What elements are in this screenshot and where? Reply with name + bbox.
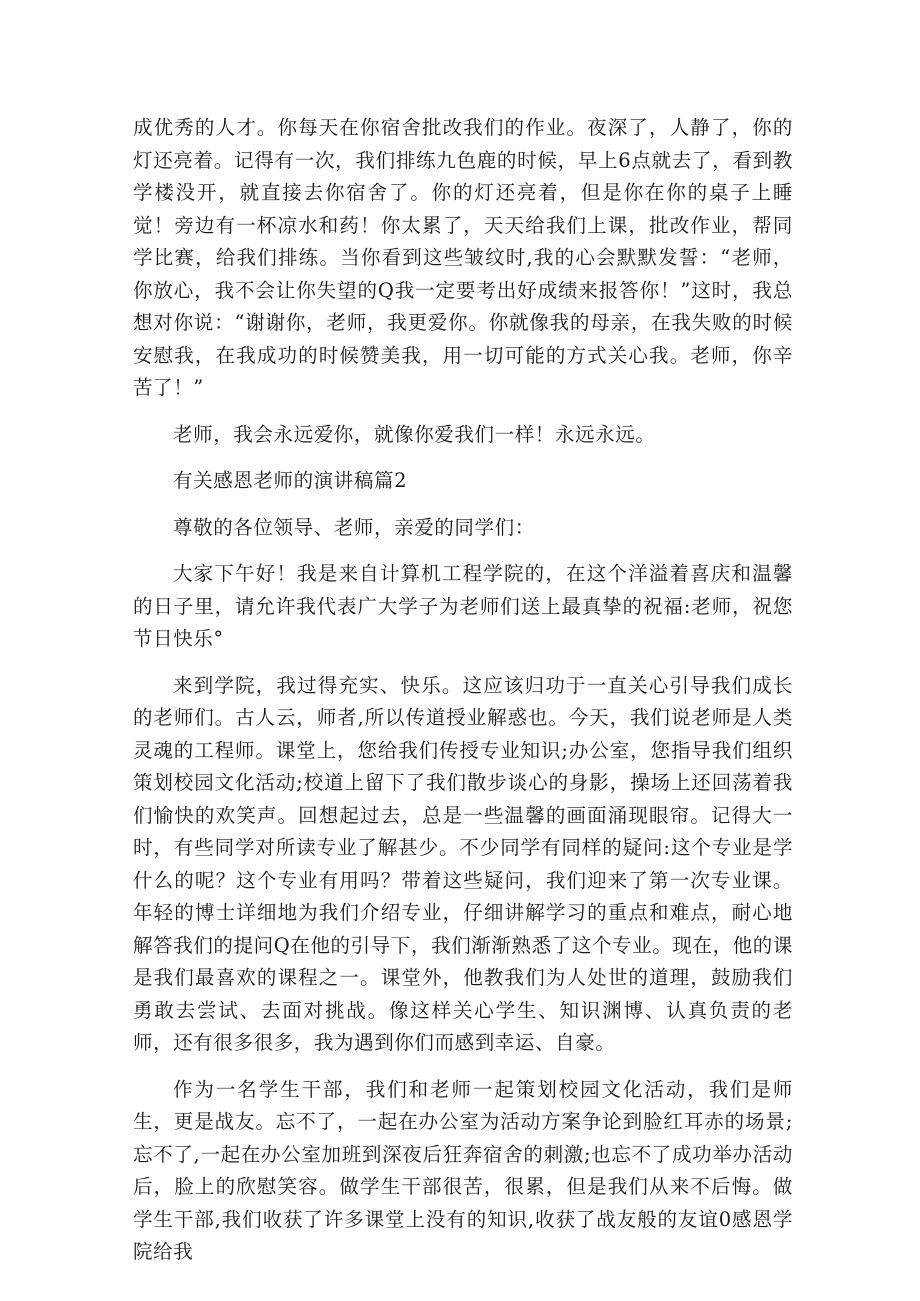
- paragraph-student-cadre: 作为一名学生干部，我们和老师一起策划校园文化活动，我们是师生，更是战友。忘不了，一起在办公室为活动方案争论到脸红耳赤的场景;忘不了,一起在办公室加班到深夜后狂奔宿舍的刺激;也忘不了成功举办活动后，脸上的欣慰笑容。做学生干部很苦，很累，但是我们从来不后悔。做学生干部,我们收获了许多课堂上没有的知识,收获了战友般的友谊0感恩学院给我: [133, 1077, 793, 1263]
- document-body: [133, 112, 793, 1269]
- section-heading: 有关感恩老师的演讲稿篇2: [173, 469, 408, 492]
- paragraph-continuation: 成优秀的人才。你每天在你宿舍批改我们的作业。夜深了，人静了，你的灯还亮着。记得有一次，我们排练九色鹿的时候，早上6点就去了，看到教学楼没开，就直接去你宿舍了。你的灯还亮着，但是你在你的桌子上睡觉！旁边有一杯凉水和药！你太累了，天天给我们上课，批改作业，帮同学比赛，给我们排练。当你看到这些皱纹时,我的心会默默发誓：“老师，你放心，我不会让你失望的Q我一定要考出好成绩来报答你！”这时，我总想对你说：“谢谢你，老师，我更爱你。你就像我的母亲，在我失败的时候安慰我，在我成功的时候赞美我，用一切可能的方式关心我。老师，你辛苦了！”: [133, 116, 793, 399]
- paragraph-greeting: 大家下午好！我是来自计算机工程学院的，在这个洋溢着喜庆和温馨的日子里，请允许我代表广大学子为老师们送上最真挚的祝福:老师，祝您节日快乐°: [133, 562, 793, 650]
- salutation: 尊敬的各位领导、老师，亲爱的同学们：: [173, 515, 535, 539]
- paragraph-college-life: 来到学院，我过得充实、快乐。这应该归功于一直关心引导我们成长的老师们。古人云，师者,所以传道授业解惑也。今天，我们说老师是人类灵魂的工程师。课堂上，您给我们传授专业知识;办公室，您指导我们组织策划校园文化活动;校道上留下了我们散步谈心的身影，操场上还回荡着我们愉快的欢笑声。回想起过去，总是一些温馨的画面涌现眼帘。记得大一时，有些同学对所读专业了解甚少。不少同学有同样的疑问:这个专业是学什么的呢？这个专业有用吗？带着这些疑问，我们迎来了第一次专业课。年轻的博士详细地为我们介绍专业，仔细讲解学习的重点和难点，耐心地解答我们的提问Q在他的引导下，我们渐渐熟悉了这个专业。现在，他的课是我们最喜欢的课程之一。课堂外，他教我们为人处世的道理，鼓励我们勇敢去尝试、去面对挑战。像这样关心学生、知识渊博、认真负责的老师，还有很多很多，我为遇到你们而感到幸运、自豪。: [133, 673, 793, 1054]
- paragraph-love-forever: 老师，我会永远爱你，就像你爱我们一样！永远永远。: [173, 422, 656, 446]
